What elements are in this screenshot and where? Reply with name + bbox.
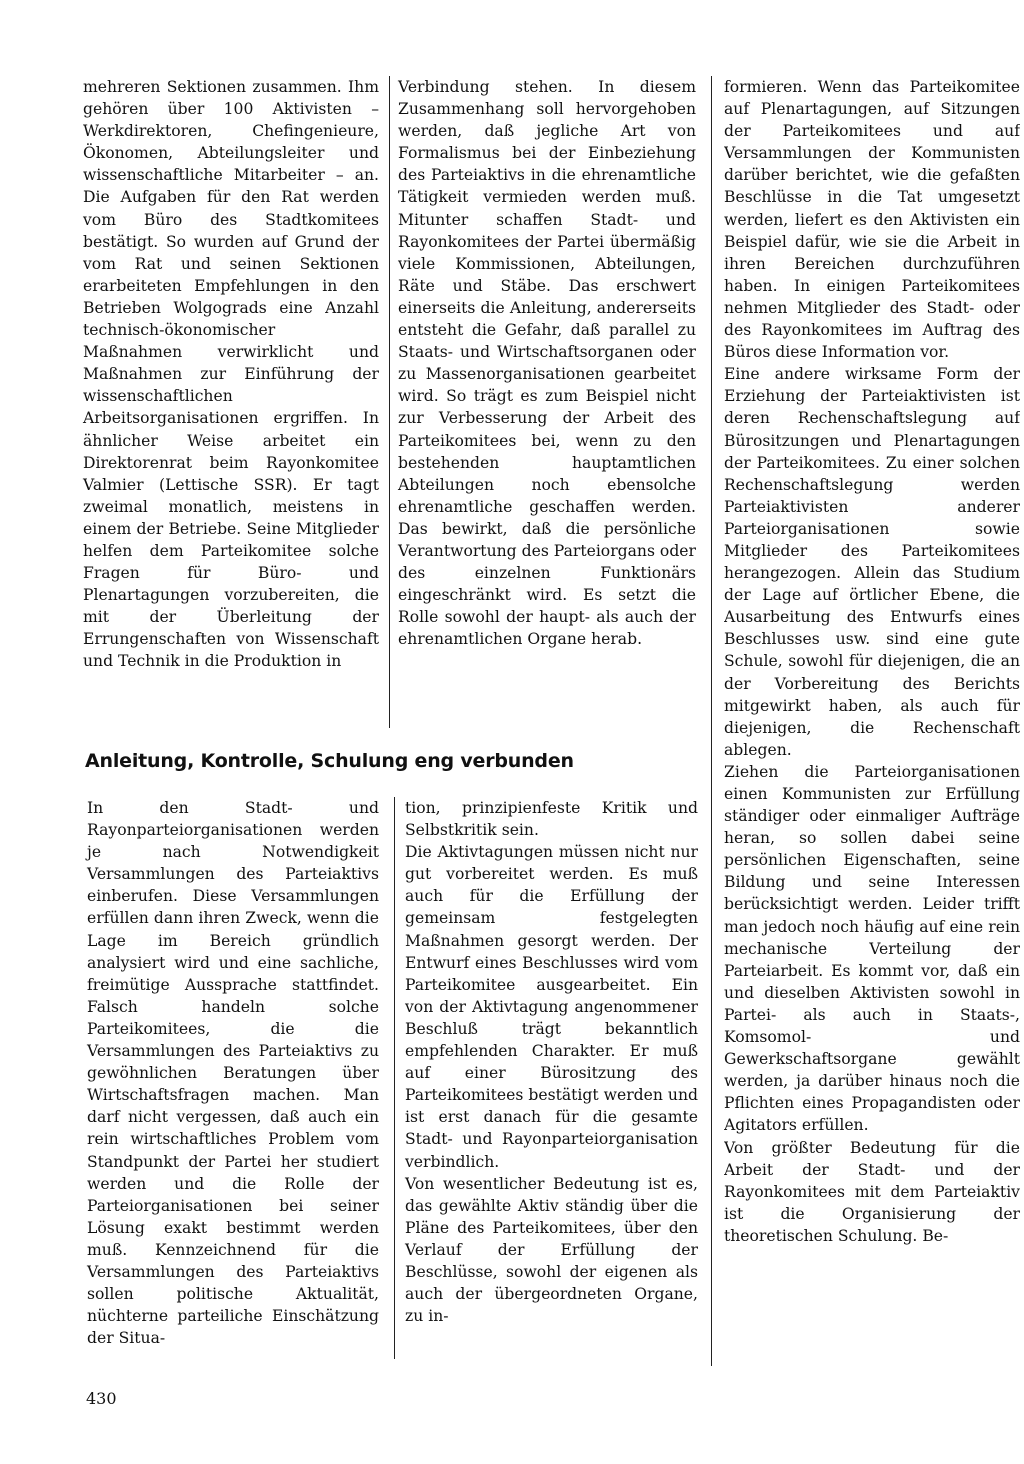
column-rule-right: [711, 76, 712, 1366]
column-1-paragraph: mehreren Sektionen zusammen. Ihm gehören über 100 Aktivisten – Werkdirektoren, Chefingenieure, Ökonomen, Abteilungsleiter und wissenschaftliche Mitarbeiter – an. Die Aufgaben für den Rat werden vom Büro des Stadtkomitees bestätigt. So wurden auf Grund der vom Rat und seinen Sektionen erarbeiteten Empfehlungen in den Betrieben Wolgograds eine Anzahl technisch-ökonomischer Maßnahmen verwirklicht und Maßnahmen zur Einführung der wissenschaftlichen Arbeitsorganisationen ergriffen. In ähnlicher Weise arbeitet ein Direktorenrat beim Rayonkomitee Valmier (Lettische SSR). Er tagt zweimal monatlich, meistens in einem der Betriebe. Seine Mitglieder helfen dem Parteikomitee solche Fragen für Büro- und Plenartagungen vorzubereiten, die mit der Überleitung der Errungenschaften von Wissenschaft und Technik in die Produktion in: [83, 78, 379, 671]
column-4-paragraph: In den Stadt- und Rayonparteiorganisationen werden je nach Notwendigkeit Versammlungen des Parteiaktivs einberufen. Diese Versammlungen erfüllen dann ihren Zweck, wenn die Lage im Bereich gründlich analysiert wird und eine sachliche, freimütige Aussprache stattfindet. Falsch handeln solche Parteikomitees, die die Versammlungen des Parteiaktivs zu gewöhnlichen Beratungen über Wirtschaftsfragen machen. Man darf nicht vergessen, daß auch ein rein wirtschaftliches Problem vom Standpunkt der Partei her studiert werden und die Rolle der Parteiorganisationen bei seiner Lösung exakt bestimmt werden muß. Kennzeichnend für die Versammlungen des Parteiaktivs sollen politische Aktualität, nüchterne parteiliche Einschätzung der Situa-: [87, 799, 379, 1348]
column-3-paragraph: Von größter Bedeutung für die Arbeit der Stadt- und der Rayonkomitees mit dem Parteiaktiv ist die Organisierung der theoretischen Schulung. Be-: [724, 1138, 1020, 1245]
text-column-1: [83, 76, 379, 673]
text-column-4: [87, 797, 379, 1349]
section-heading: Anleitung, Kontrolle, Schulung eng verbunden: [85, 750, 574, 772]
column-5-paragraph: Von wesentlicher Bedeutung ist es, das gewählte Aktiv ständig über die Pläne des Parteikomitees, über den Verlauf der Erfüllung der Beschlüsse, sowohl der eigenen als auch der übergeordneten Organe, zu in-: [405, 1174, 698, 1326]
column-rule-top-1: [389, 76, 390, 728]
column-3-paragraph: Ziehen die Parteiorganisationen einen Kommunisten zur Erfüllung ständiger oder einmaliger Aufträge heran, so sollen dabei seine persönlichen Eigenschaften, seine Bildung und seine Interessen berücksichtigt werden. Leider trifft man jedoch noch häufig auf eine rein mechanische Verteilung der Parteiarbeit. Es kommt vor, daß ein und dieselben Aktivisten sowohl in Partei- als auch in Staats-, Komsomol- und Gewerkschaftsorgane gewählt werden, ja darüber hinaus noch die Pflichten eines Propagandisten oder Agitators erfüllen.: [724, 762, 1020, 1135]
text-column-5: [405, 797, 698, 1327]
text-column-3: [724, 76, 1020, 1247]
column-3-paragraph: formieren. Wenn das Parteikomitee auf Plenartagungen, auf Sitzungen der Parteikomitees und auf Versammlungen der Kommunisten darüber berichtet, wie die gefaßten Beschlüsse in die Tat umgesetzt werden, liefert es den Aktivisten ein Beispiel dafür, wie sie die Arbeit in ihren Bereichen durchzuführen haben. In einigen Parteikomitees nehmen Mitglieder des Stadt- oder des Rayonkomitees im Auftrag des Büros diese Information vor.: [724, 78, 1020, 362]
column-3-paragraph: Eine andere wirksame Form der Erziehung der Parteiaktivisten ist deren Rechenschaftslegung auf Bürositzungen und Plenartagungen der Parteikomitees. Zu einer solchen Rechenschaftslegung werden Parteiaktivisten anderer Parteiorganisationen sowie Mitglieder des Parteikomitees herangezogen. Allein das Studium der Lage auf örtlicher Ebene, die Ausarbeitung des Entwurfs eines Beschlusses usw. sind eine gute Schule, sowohl für diejenigen, die an der Vorbereitung des Berichts mitgewirkt haben, als auch für diejenigen, die Rechenschaft ablegen.: [724, 365, 1020, 759]
column-5-paragraph: tion, prinzipienfeste Kritik und Selbstkritik sein.: [405, 799, 698, 840]
column-2-paragraph: Verbindung stehen. In diesem Zusammenhang soll hervorgehoben werden, daß jegliche Art von Formalismus bei der Einbeziehung des Parteiaktivs in die ehrenamtliche Tätigkeit vermieden werden muß. Mitunter schaffen Stadt- und Rayonkomitees der Partei übermäßig viele Kommissionen, Abteilungen, Räte und Stäbe. Das erschwert einerseits die Anleitung, andererseits entsteht die Gefahr, daß parallel zu Staats- und Wirtschaftsorganen oder zu Massenorganisationen gearbeitet wird. So trägt es zum Beispiel nicht zur Verbesserung der Arbeit des Parteikomitees bei, wenn zu den bestehenden hauptamtlichen Abteilungen noch ebensolche ehrenamtliche geschaffen werden. Das bewirkt, daß die persönliche Verantwortung des Parteiorgans oder des einzelnen Funktionärs eingeschränkt wird. Es setzt die Rolle sowohl der haupt- als auch der ehrenamtlichen Organe herab.: [398, 78, 696, 649]
text-column-2: [398, 76, 696, 650]
page-number: 430: [86, 1389, 117, 1408]
column-rule-bottom-1: [394, 797, 395, 1359]
column-5-paragraph: Die Aktivtagungen müssen nicht nur gut vorbereitet werden. Es muß auch für die Erfüllung der gemeinsam festgelegten Maßnahmen gesorgt werden. Der Entwurf eines Beschlusses wird vom Parteikomitee ausgearbeitet. Ein von der Aktivtagung angenommener Beschluß trägt bekanntlich empfehlenden Charakter. Er muß auf einer Bürositzung des Parteikomitees bestätigt werden und ist erst danach für die gesamte Stadt- und Rayonparteiorganisation verbindlich.: [405, 843, 698, 1171]
